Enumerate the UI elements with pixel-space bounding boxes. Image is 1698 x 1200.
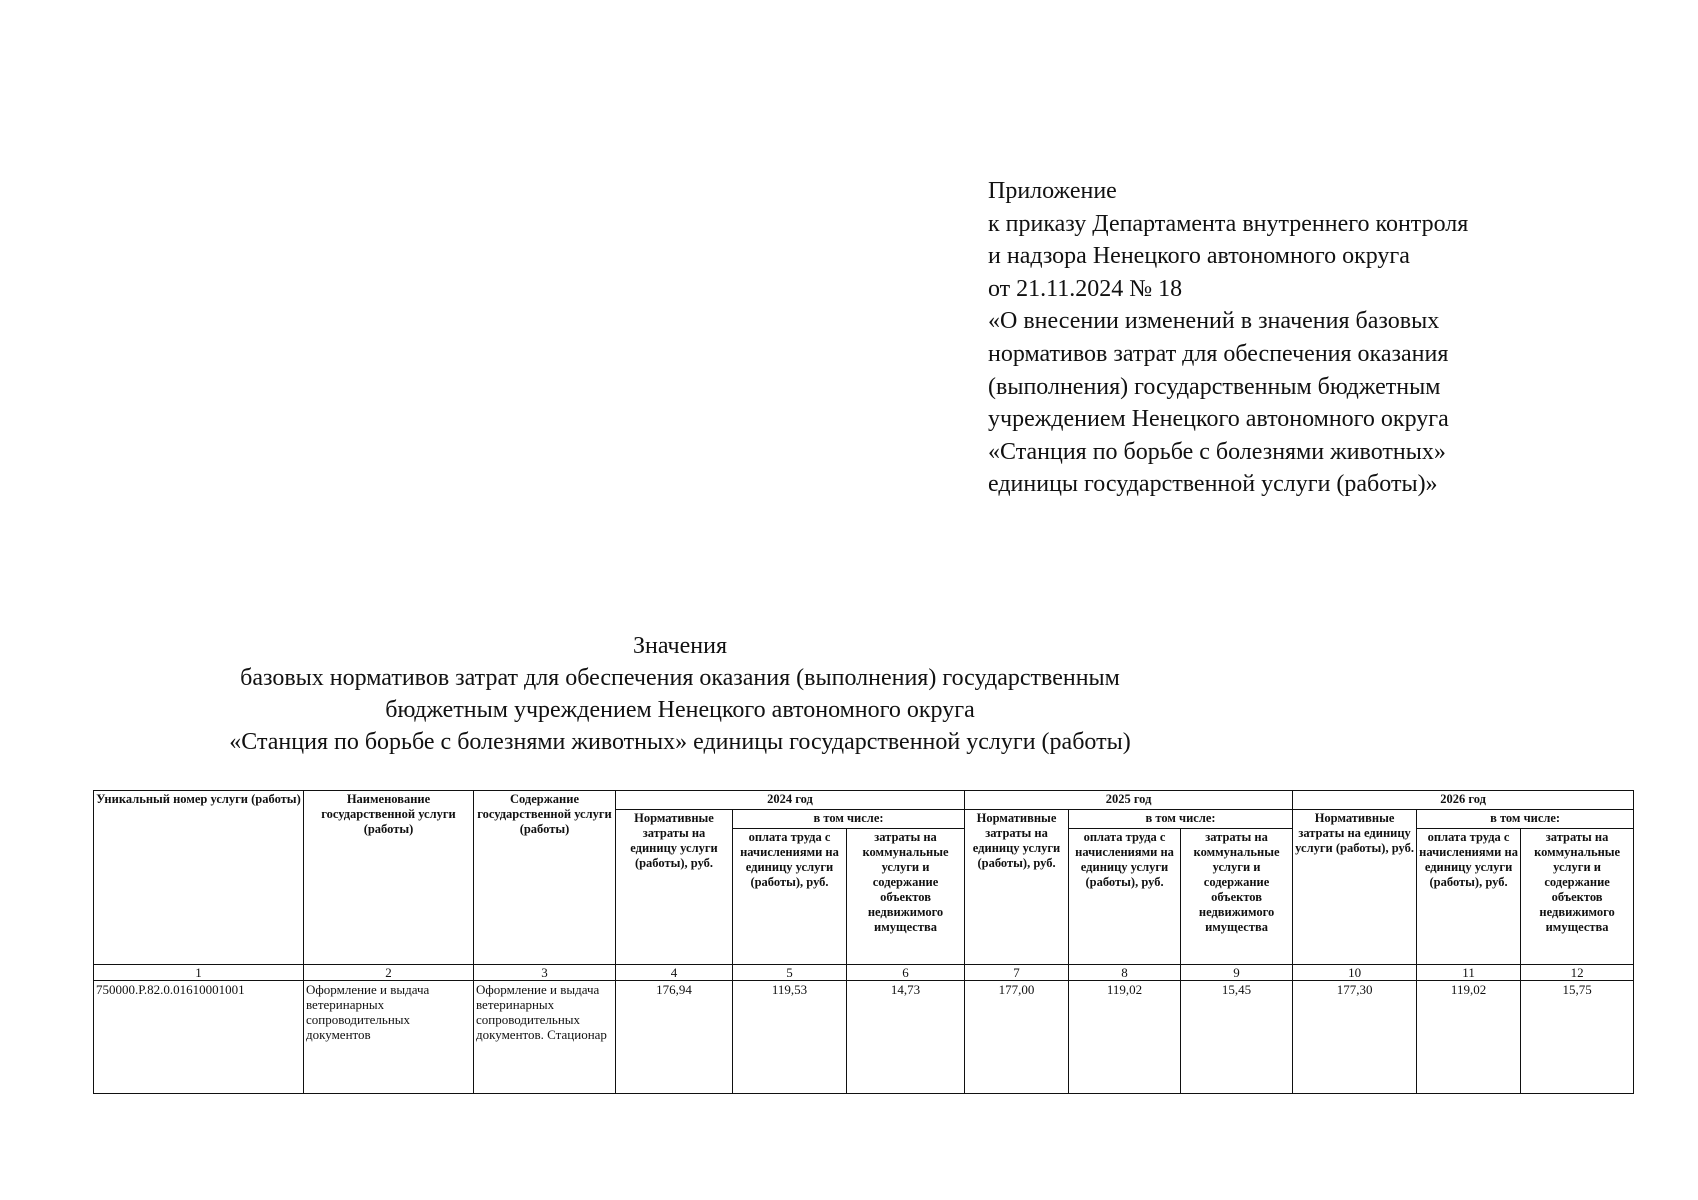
header-including-2026: в том числе: xyxy=(1417,810,1634,829)
column-number: 3 xyxy=(474,965,616,981)
header-service-content: Содержание государственной услуги (работы) xyxy=(474,791,616,965)
column-number: 5 xyxy=(733,965,847,981)
cell-normative-2025: 177,00 xyxy=(965,981,1069,1094)
cell-normative-2024: 176,94 xyxy=(616,981,733,1094)
appendix-line: учреждением Ненецкого автономного округа xyxy=(988,406,1449,433)
title-line: Значения xyxy=(632,633,727,659)
cell-unique-number: 750000.Р.82.0.01610001001 xyxy=(94,981,304,1094)
column-number: 4 xyxy=(616,965,733,981)
header-utilities-2024: затраты на коммунальные услуги и содержание объектов недвижимого имущества xyxy=(847,829,965,965)
table-row xyxy=(94,981,1634,1094)
column-number: 9 xyxy=(1181,965,1293,981)
appendix-line: (выполнения) государственным бюджетным xyxy=(988,373,1441,400)
document-title xyxy=(180,630,1180,758)
column-number: 7 xyxy=(965,965,1069,981)
appendix-line: Приложение xyxy=(988,178,1117,204)
header-utilities-2025: затраты на коммунальные услуги и содержание объектов недвижимого имущества xyxy=(1181,829,1293,965)
column-number: 1 xyxy=(94,965,304,981)
header-normative-2025: Нормативные затраты на единицу услуги (работы), руб. xyxy=(965,810,1069,965)
column-number: 6 xyxy=(847,965,965,981)
cell-labor-2024: 119,53 xyxy=(733,981,847,1094)
header-normative-2024: Нормативные затраты на единицу услуги (работы), руб. xyxy=(616,810,733,965)
header-labor-2026: оплата труда с начислениями на единицу услуги (работы), руб. xyxy=(1417,829,1521,965)
cell-utilities-2026: 15,75 xyxy=(1521,981,1634,1094)
appendix-block xyxy=(988,175,1628,501)
header-service-name: Наименование государственной услуги (работы) xyxy=(304,791,474,965)
header-labor-2025: оплата труда с начислениями на единицу услуги (работы), руб. xyxy=(1069,829,1181,965)
cell-normative-2026: 177,30 xyxy=(1293,981,1417,1094)
header-including-2024: в том числе: xyxy=(733,810,965,829)
column-number: 8 xyxy=(1069,965,1181,981)
appendix-line: и надзора Ненецкого автономного округа xyxy=(988,243,1410,270)
appendix-line: к приказу Департамента внутреннего контроля xyxy=(988,210,1469,237)
cell-service-name: Оформление и выдача ветеринарных сопроводительных документов xyxy=(304,981,474,1094)
title-line: бюджетным учреждением Ненецкого автономного округа xyxy=(385,697,975,723)
column-number: 2 xyxy=(304,965,474,981)
title-line: «Станция по борьбе с болезнями животных» единицы государственной услуги (работы) xyxy=(229,729,1131,755)
header-labor-2024: оплата труда с начислениями на единицу услуги (работы), руб. xyxy=(733,829,847,965)
appendix-line: нормативов затрат для обеспечения оказания xyxy=(988,340,1449,367)
cell-labor-2026: 119,02 xyxy=(1417,981,1521,1094)
header-including-2025: в том числе: xyxy=(1069,810,1293,829)
title-line: базовых нормативов затрат для обеспечения оказания (выполнения) государственным xyxy=(240,665,1120,691)
appendix-line: «О внесении изменений в значения базовых xyxy=(988,308,1440,335)
header-year-2025: 2025 год xyxy=(965,791,1293,810)
header-year-2026: 2026 год xyxy=(1293,791,1634,810)
cell-utilities-2024: 14,73 xyxy=(847,981,965,1094)
column-number: 11 xyxy=(1417,965,1521,981)
cell-utilities-2025: 15,45 xyxy=(1181,981,1293,1094)
appendix-line: «Станция по борьбе с болезнями животных» xyxy=(988,438,1446,465)
header-utilities-2026: затраты на коммунальные услуги и содержание объектов недвижимого имущества xyxy=(1521,829,1634,965)
cell-labor-2025: 119,02 xyxy=(1069,981,1181,1094)
column-numbers-row xyxy=(94,965,1634,981)
header-normative-2026: Нормативные затраты на единицу услуги (работы), руб. xyxy=(1293,810,1417,965)
appendix-line: от 21.11.2024 № 18 xyxy=(988,275,1183,302)
header-year-2024: 2024 год xyxy=(616,791,965,810)
column-number: 12 xyxy=(1521,965,1634,981)
appendix-line: единицы государственной услуги (работы)» xyxy=(988,471,1438,498)
cell-service-content: Оформление и выдача ветеринарных сопроводительных документов. Стационар xyxy=(474,981,616,1094)
header-unique-number: Уникальный номер услуги (работы) xyxy=(94,791,304,965)
norms-table xyxy=(93,790,1634,1094)
column-number: 10 xyxy=(1293,965,1417,981)
